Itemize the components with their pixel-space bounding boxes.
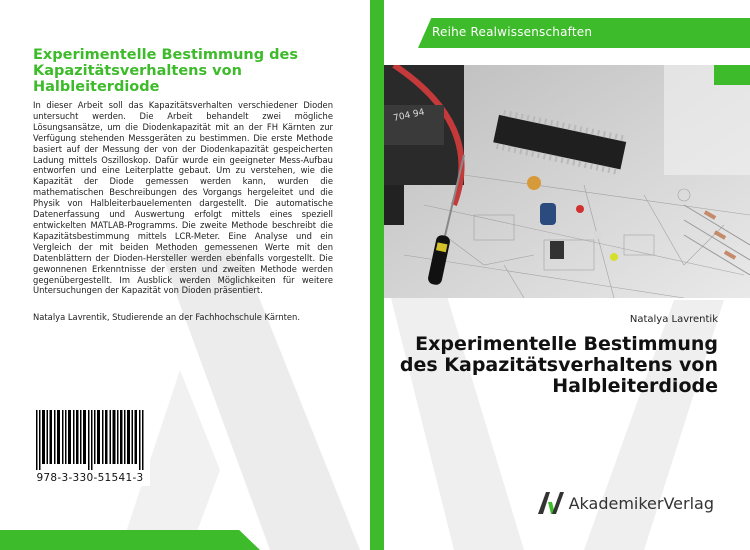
av-logo-icon bbox=[538, 492, 564, 514]
barcode-icon bbox=[32, 410, 148, 470]
barcode-block bbox=[30, 408, 150, 486]
publisher-name-suffix: Verlag bbox=[663, 493, 714, 513]
spine-divider bbox=[366, 0, 370, 550]
front-cover bbox=[384, 0, 750, 550]
front-title-line-1: Experimentelle Bestimmung bbox=[415, 333, 718, 355]
author-bio: Natalya Lavrentik, Studierende an der Fachhochschule Kärnten. bbox=[33, 312, 301, 322]
front-title bbox=[398, 334, 718, 397]
front-title-line-2: des Kapazitätsverhaltens von bbox=[399, 354, 718, 376]
chip-marking: 704 94 bbox=[392, 107, 426, 124]
cover-photo bbox=[384, 65, 750, 298]
publisher-name bbox=[569, 494, 714, 513]
back-cover bbox=[0, 0, 366, 550]
back-green-stripe bbox=[0, 530, 260, 550]
series-label: Reihe Realwissenschaften bbox=[432, 25, 593, 39]
back-cover-abstract: In dieser Arbeit soll das Kapazitätsverhalten verschiedener Dioden untersucht werden. Die Arbeit behandelt zwei mögliche Lösungsansätze, um die Diodenkapazität mit an der FH Kärnten zur Verfügung stehenden Messgeräten zu bestimmen. Die erste Methode basiert auf der Messung der von der Diodenkapazität gespeicherten Ladung mittels Oszilloskop. Dafür wurde ein geeigneter Mess-Aufbau entworfen und eine Leiterplatte gebaut. Um zu verstehen, wie die Kapazität der Diode gemessen werden kann, wurden die mathematischen Beschreibungen des Vorgangs hergeleitet und die Physik von Halbleiterbauelementen dargestellt. Die automatische Datenerfassung und Auswertung erfolgt mittels eines speziell entwickelten MATLAB-Programms. Die zweite Methode beschreibt die Kapazitätsbestimmung mittels LCR-Meter. Eine Analyse und ein Vergleich der mit beiden Methoden gemessenen Werte mit den Datenblättern der Dioden-Hersteller werden ebenfalls vorgestellt. Die gewonnenen Erkenntnisse der ersten und zweiten Methode werden gegenübergestellt. Im Ausblick werden Möglichkeiten für weitere Untersuchungen der Kapazität von Dioden präsentiert. bbox=[33, 100, 333, 296]
front-author: Natalya Lavrentik bbox=[629, 314, 718, 325]
isbn-number: 978-3-330-51541-3 bbox=[36, 472, 144, 484]
publisher-logo bbox=[538, 490, 714, 516]
publisher-name-prefix: Akademiker bbox=[568, 493, 664, 513]
back-cover-title: Experimentelle Bestimmung des Kapazitätsverhaltens von Halbleiterdiode bbox=[33, 47, 299, 95]
front-title-line-3: Halbleiterdiode bbox=[552, 375, 718, 397]
electronics-photo-illustration bbox=[384, 65, 750, 298]
